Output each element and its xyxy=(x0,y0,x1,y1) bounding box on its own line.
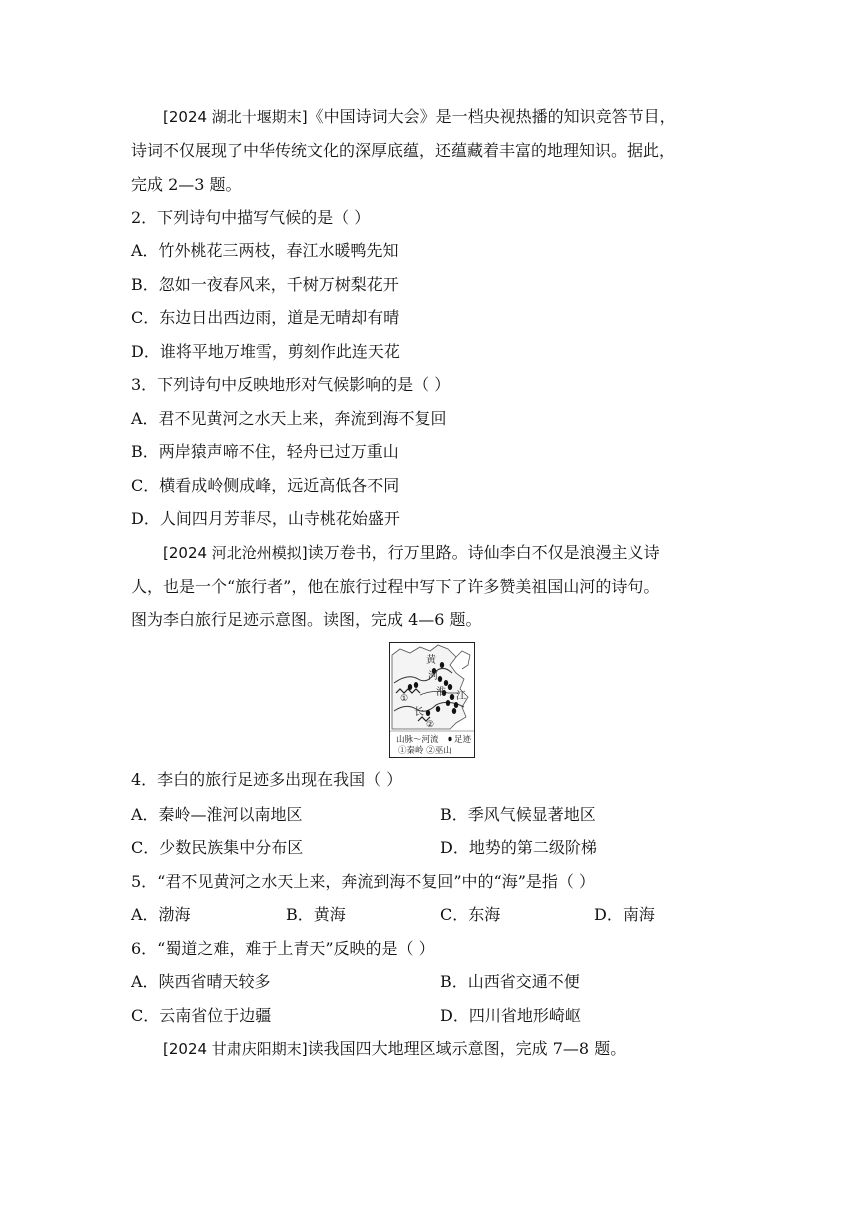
question-6-stem: 6．“蜀道之难，难于上青天”反映的是（ ） xyxy=(131,939,435,958)
passage-1-line-2: 诗词不仅展现了中华传统文化的深厚底蕴，还蕴藏着丰富的地理知识。据此， xyxy=(131,141,676,160)
marker-1-label: ① xyxy=(400,694,409,704)
passage-2-line-1 xyxy=(163,542,660,564)
legend-footprint-symbol xyxy=(448,737,451,741)
question-3-option-c: C．横看成岭侧成峰，远近高低各不同 xyxy=(131,476,400,495)
legend-markers: ①秦岭 ②巫山 xyxy=(398,746,452,756)
river-label-chang: 长 xyxy=(414,707,424,718)
footprint-mark xyxy=(438,676,442,682)
question-3-option-a: A．君不见黄河之水天上来，奔流到海不复回 xyxy=(131,409,447,428)
question-5-option-d: D．南海 xyxy=(594,905,655,924)
question-5-stem: 5．“君不见黄河之水天上来，奔流到海不复回”中的“海”是指（ ） xyxy=(131,872,595,891)
passage-2-line-3: 图为李白旅行足迹示意图。读图，完成 4—6 题。 xyxy=(131,610,482,629)
footprint-mark xyxy=(414,682,418,688)
source-tag: [2024 湖北十堰期末] xyxy=(163,108,308,126)
passage-3-line-1 xyxy=(163,1038,626,1060)
question-5-option-c: C．东海 xyxy=(440,905,501,924)
question-4-option-c: C．少数民族集中分布区 xyxy=(131,838,304,857)
marker-2-label: ② xyxy=(426,720,435,730)
question-6-option-a: A．陕西省晴天较多 xyxy=(131,972,271,991)
legend-mountain-river: 山脉～河流 xyxy=(396,735,439,745)
footprint-mark xyxy=(454,702,458,708)
footprint-mark xyxy=(440,662,444,668)
question-5-option-b: B．黄海 xyxy=(286,905,346,924)
footprint-mark xyxy=(446,700,450,706)
question-2-option-a: A．竹外桃花三两枝，春江水暖鸭先知 xyxy=(131,241,399,260)
footprint-mark xyxy=(444,680,448,686)
question-3-stem: 3．下列诗句中反映地形对气候影响的是（ ） xyxy=(131,375,451,394)
passage-text: 读万卷书，行万里路。诗仙李白不仅是浪漫主义诗 xyxy=(307,543,660,562)
passage-1-line-1 xyxy=(163,106,676,128)
footprint-mark xyxy=(448,684,452,690)
footprint-mark xyxy=(436,706,440,712)
passage-1-line-3: 完成 2—3 题。 xyxy=(131,175,242,194)
river-label-huang: 黄 xyxy=(426,655,436,666)
question-4-option-a: A．秦岭—淮河以南地区 xyxy=(131,805,303,824)
question-2-option-c: C．东边日出西边雨，道是无晴却有晴 xyxy=(131,308,400,327)
libai-travel-map xyxy=(389,642,475,758)
river-label-huai: 淮 xyxy=(436,687,446,698)
question-5-option-a: A．渤海 xyxy=(131,905,191,924)
question-6-option-b: B．山西省交通不便 xyxy=(440,972,580,991)
question-4-option-b: B．季风气候显著地区 xyxy=(440,805,596,824)
question-2-option-d: D．谁将平地万堆雪，剪刻作此连天花 xyxy=(131,342,400,361)
passage-text: 读我国四大地理区域示意图，完成 7—8 题。 xyxy=(307,1039,627,1058)
question-3-option-b: B．两岸猿声啼不住，轻舟已过万重山 xyxy=(131,442,399,461)
question-6-option-d: D．四川省地形崎岖 xyxy=(440,1006,581,1025)
source-tag: [2024 河北沧州模拟] xyxy=(163,544,308,562)
legend-footprint: 足迹 xyxy=(454,735,472,745)
question-6-option-c: C．云南省位于边疆 xyxy=(131,1006,272,1025)
footprint-mark xyxy=(426,710,430,716)
footprint-mark xyxy=(408,684,412,690)
question-2-stem: 2．下列诗句中描写气候的是（ ） xyxy=(131,208,371,227)
map-graphic xyxy=(390,643,474,757)
river-label-jiang: 江 xyxy=(456,691,466,702)
question-3-option-d: D．人间四月芳菲尽，山寺桃花始盛开 xyxy=(131,509,400,528)
question-4-stem: 4．李白的旅行足迹多出现在我国（ ） xyxy=(131,770,403,789)
river-label-he: 河 xyxy=(428,671,438,682)
passage-2-line-2: 人，也是一个“旅行者”，他在旅行过程中写下了许多赞美祖国山河的诗句。 xyxy=(131,577,660,596)
footprint-mark xyxy=(450,694,454,700)
peninsula-outline xyxy=(456,651,470,669)
source-tag: [2024 甘肃庆阳期末] xyxy=(163,1040,308,1058)
question-2-option-b: B．忽如一夜春风来，千树万树梨花开 xyxy=(131,275,399,294)
passage-text: 《中国诗词大会》是一档央视热播的知识竞答节目， xyxy=(307,107,676,126)
footprint-mark xyxy=(452,708,456,714)
question-4-option-d: D．地势的第二级阶梯 xyxy=(440,838,597,857)
